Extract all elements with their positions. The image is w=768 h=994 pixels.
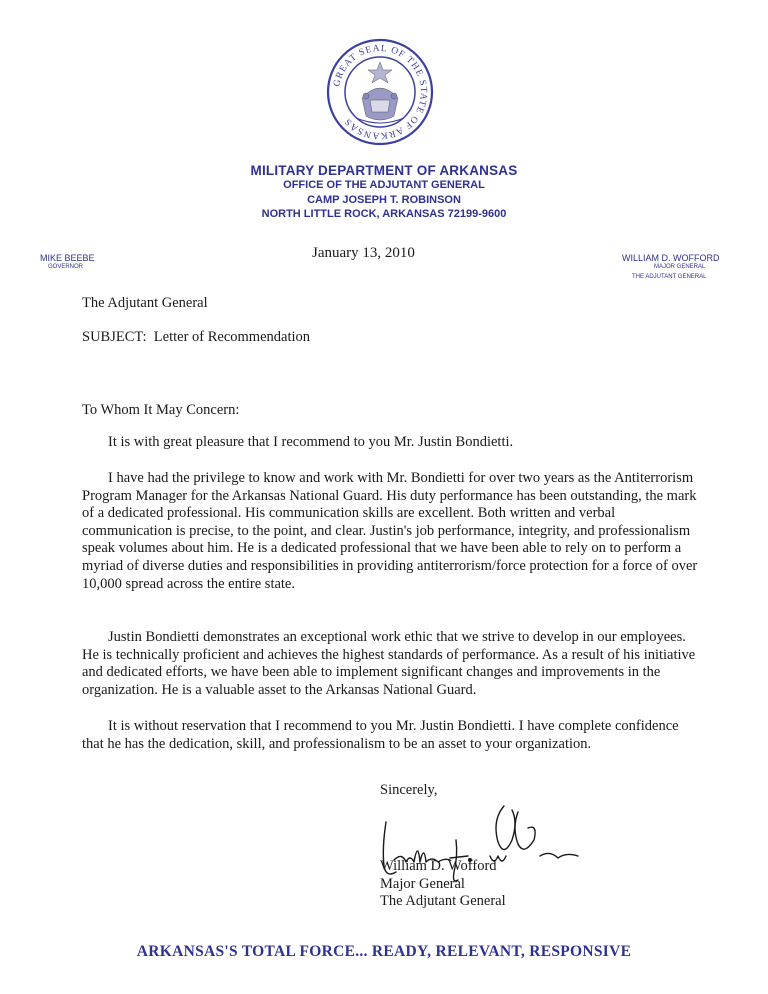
signature-block [380,858,506,911]
governor-title: GOVERNOR [48,264,84,270]
footer-motto: ARKANSAS'S TOTAL FORCE... READY, RELEVANT, RESPONSIVE [136,943,632,960]
department-name: MILITARY DEPARTMENT OF ARKANSAS [250,163,518,178]
state-seal [326,38,434,146]
adjutant-name: WILLIAM D. WOFFORD [622,253,720,263]
camp-name: CAMP JOSEPH T. ROBINSON [307,194,461,206]
signer-title: The Adjutant General [380,893,506,910]
office-name: OFFICE OF THE ADJUTANT GENERAL [283,179,485,191]
signer-name: William D. Wofford [380,858,497,874]
adjutant-title: THE ADJUTANT GENERAL [632,274,707,280]
paragraph-2: I have had the privilege to know and work with Mr. Bondietti for over two years as the Antiterrorism Program Manager for the Arkansas National Guard. His duty performance has been outstanding, the mark of a dedicated professional. His communication skills are excellent. Both written and verbal communication is precise, to the point, and clear. Justin's job performance, integrity, and professionalism speak volumes about him. He is a dedicated professional that we have been able to rely on to perform a myriad of diverse duties and responsibilities in providing antiterrorism/force protection for a force of over 10,000 spread across the entire state. [82,470,698,592]
paragraph-4: It is without reservation that I recommend to you Mr. Justin Bondietti. I have complete confidence that he has the dedication, skill, and professionalism to be an asset to your organization. [82,718,679,752]
closing: Sincerely, [380,782,438,798]
subject-line: SUBJECT: Letter of Recommendation [82,329,311,345]
signer-rank: Major General [380,875,465,892]
paragraph-1: It is with great pleasure that I recommend to you Mr. Justin Bondietti. [108,434,514,450]
paragraph-3: Justin Bondietti demonstrates an exceptional work ethic that we strive to develop in our employees. He is technically proficient and achieves the highest standards of performance. As a result of his initiative and dedicated efforts, we have been able to implement significant changes and improvements in the organization. He is a valuable asset to the Arkansas National Guard. [82,629,696,698]
seal-ring-text: GREAT SEAL OF THE STATE OF ARKANSAS [332,43,429,141]
governor-name: MIKE BEEBE [40,253,95,263]
letter-date: January 13, 2010 [312,245,415,261]
addressee: The Adjutant General [82,295,208,311]
seal-emblem [356,62,404,123]
adjutant-rank: MAJOR GENERAL [654,264,706,270]
greeting: To Whom It May Concern: [82,402,240,418]
city-address: NORTH LITTLE ROCK, ARKANSAS 72199-9600 [261,208,507,220]
